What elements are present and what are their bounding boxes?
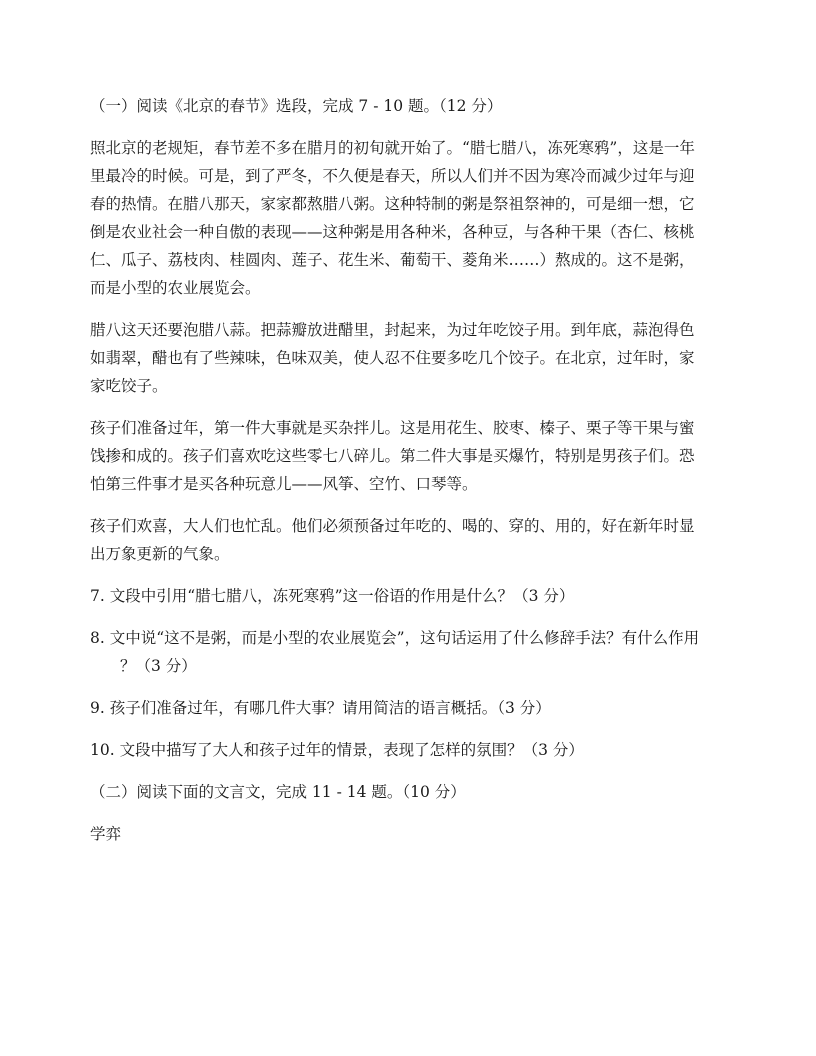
paragraph-line: 孩子们准备过年，第一件大事就是买杂拌儿。这是用花生、胶枣、榛子、栗子等干果与蜜	[90, 419, 695, 437]
paragraph-line: 家吃饺子。	[90, 377, 168, 395]
question-8	[90, 624, 726, 680]
paragraph-line: 而是小型的农业展览会。	[90, 279, 261, 297]
classical-text-title: 学弈	[90, 825, 122, 843]
paragraph-line: 怕第三件事才是买各种玩意儿——风筝、空竹、口琴等。	[90, 475, 478, 493]
paragraph-line: 如翡翠，醋也有了些辣味，色味双美，使人忍不住要多吃几个饺子。在北京，过年时，家	[90, 349, 695, 367]
paragraph-line: 孩子们欢喜，大人们也忙乱。他们必须预备过年吃的、喝的、穿的、用的，好在新年时显	[90, 517, 695, 535]
paragraph-line: 仁、瓜子、荔枝肉、桂圆肉、莲子、花生米、葡萄干、菱角米……）熬成的。这不是粥，	[90, 251, 695, 269]
section-one-heading: （一）阅读《北京的春节》选段，完成 7 - 10 题。（12 分）	[90, 97, 503, 115]
question-9: 9. 孩子们准备过年，有哪几件大事？请用简洁的语言概括。（3 分）	[90, 699, 551, 717]
question-7: 7. 文段中引用“腊七腊八，冻死寒鸦”这一俗语的作用是什么？（3 分）	[90, 587, 575, 605]
paragraph-line: 饯掺和成的。孩子们喜欢吃这些零七八碎儿。第二件大事是买爆竹，特别是男孩子们。恐	[90, 447, 695, 465]
passage-paragraph-1	[90, 134, 726, 302]
question-10: 10. 文段中描写了大人和孩子过年的情景，表现了怎样的氛围？（3 分）	[90, 741, 584, 759]
passage-paragraph-4	[90, 512, 726, 568]
question-8-line-2: ？（3 分）	[120, 657, 197, 675]
passage-paragraph-2	[90, 316, 726, 400]
paragraph-line: 春的热情。在腊八那天，家家都熬腊八粥。这种特制的粥是祭祖祭神的，可是细一想，它	[90, 195, 695, 213]
paragraph-line: 出万象更新的气象。	[90, 545, 230, 563]
document-page	[90, 92, 726, 848]
question-8-line-1: 8. 文中说“这不是粥，而是小型的农业展览会”，这句话运用了什么修辞手法？有什么作用	[90, 629, 700, 647]
paragraph-line: 照北京的老规矩，春节差不多在腊月的初旬就开始了。“腊七腊八，冻死寒鸦”，这是一年	[90, 139, 695, 157]
passage-paragraph-3	[90, 414, 726, 498]
paragraph-line: 倒是农业社会一种自傲的表现——这种粥是用各种米，各种豆，与各种干果（杏仁、核桃	[90, 223, 695, 241]
paragraph-line: 腊八这天还要泡腊八蒜。把蒜瓣放进醋里，封起来，为过年吃饺子用。到年底，蒜泡得色	[90, 321, 695, 339]
paragraph-line: 里最冷的时候。可是，到了严冬，不久便是春天，所以人们并不因为寒冷而减少过年与迎	[90, 167, 695, 185]
section-two-heading: （二）阅读下面的文言文，完成 11 - 14 题。（10 分）	[90, 783, 466, 801]
